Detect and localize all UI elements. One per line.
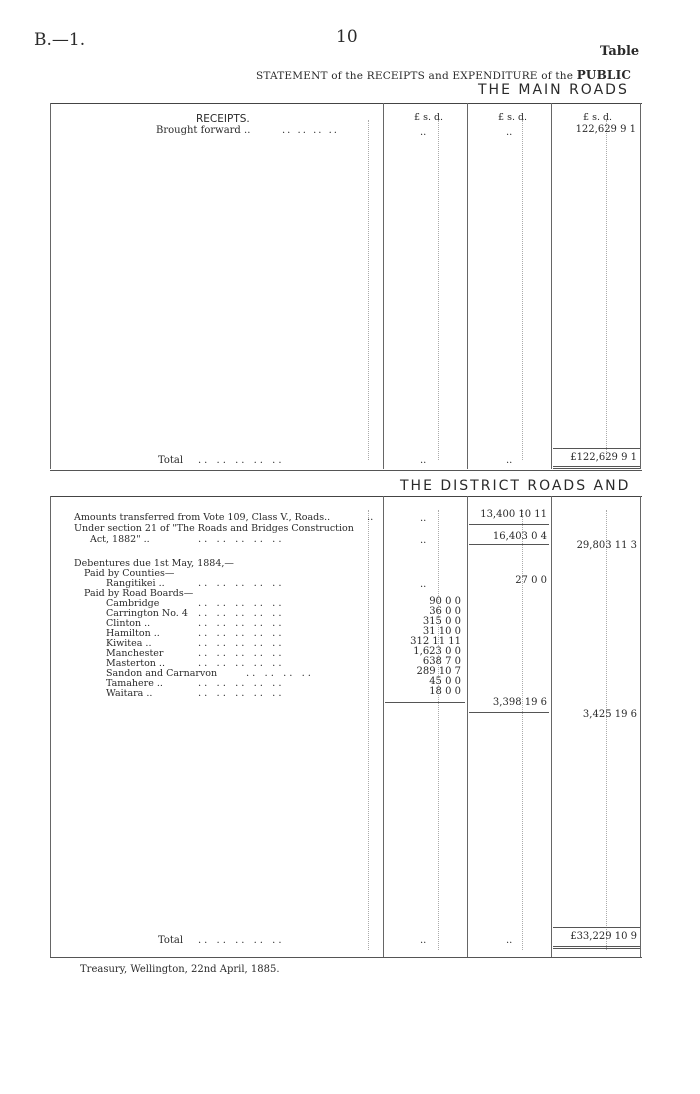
column-divider xyxy=(467,496,468,958)
counties-heading: Paid by Counties— xyxy=(84,568,175,579)
board-amount: 638 7 0 xyxy=(422,656,461,667)
leader-dots: .. .. .. .. .. xyxy=(198,608,285,619)
leader-dots: .. .. .. .. .. xyxy=(198,618,285,629)
county-rangitikei: Rangitikei .. xyxy=(106,578,165,589)
sum-rule xyxy=(469,712,549,713)
board-name: Hamilton .. xyxy=(106,628,160,639)
leader-dots: .. .. .. .. .. xyxy=(198,628,285,639)
brought-forward-total: 122,629 9 1 xyxy=(575,124,636,135)
footer-signature-line: Treasury, Wellington, 22nd April, 1885. xyxy=(80,964,280,975)
leader-dots: .. .. .. .. .. xyxy=(198,688,285,699)
row2-amount: 16,403 0 4 xyxy=(492,531,547,542)
receipts-subtotal: 29,803 11 3 xyxy=(576,540,637,551)
debentures-total: 3,425 19 6 xyxy=(582,709,637,720)
district-roads-title: THE DISTRICT ROADS AND xyxy=(400,478,631,494)
board-name: Sandon and Carnarvon xyxy=(106,668,218,679)
brought-forward-label: Brought forward .. xyxy=(156,125,251,136)
statement-title-prefix: STATEMENT of the RECEIPTS and EXPENDITURE of the xyxy=(256,70,574,82)
board-name: Manchester xyxy=(106,648,164,659)
board-amount: 315 0 0 xyxy=(422,616,461,627)
board-name: Clinton .. xyxy=(106,618,151,629)
board-amount: 312 11 11 xyxy=(410,636,461,647)
total-label: Total xyxy=(158,935,184,946)
total-col1-dots: .. xyxy=(420,935,427,946)
leader-dots: .. .. .. .. .. xyxy=(198,658,285,669)
col-header-1: £ s. d. xyxy=(414,112,444,123)
document-reference: B.—1. xyxy=(34,30,86,50)
main-roads-total: £122,629 9 1 xyxy=(570,452,637,463)
debentures-heading: Debentures due 1st May, 1884,— xyxy=(74,558,234,569)
dotted-guide xyxy=(522,120,523,460)
leader-dots: .. .. .. .. .. xyxy=(198,648,285,659)
double-rule xyxy=(553,466,640,467)
row1-amount: 13,400 10 11 xyxy=(480,509,547,520)
double-rule xyxy=(553,468,640,469)
row-label-section-21-cont: Act, 1882" .. xyxy=(90,534,150,545)
dotted-guide xyxy=(606,120,607,460)
boards-subtotal: 3,398 19 6 xyxy=(492,697,547,708)
col-header-2: £ s. d. xyxy=(498,112,528,123)
district-roads-total: £33,229 10 9 xyxy=(570,931,637,942)
column-divider xyxy=(551,103,552,469)
sum-rule xyxy=(553,448,640,449)
rangitikei-col1-dots: .. xyxy=(420,579,427,590)
double-rule xyxy=(553,946,640,947)
board-amount: 18 0 0 xyxy=(429,686,461,697)
leader-dots: .. .. .. .. .. xyxy=(198,455,285,466)
col-header-3: £ s. d. xyxy=(583,112,613,123)
dotted-guide xyxy=(606,510,607,950)
rangitikei-amount: 27 0 0 xyxy=(515,575,547,586)
page-number: 10 xyxy=(336,27,358,47)
column-divider xyxy=(551,496,552,958)
table-right-border xyxy=(640,103,641,469)
row-label-section-21: Under section 21 of "The Roads and Bridges Construction xyxy=(74,523,354,534)
table-bottom-rule xyxy=(50,957,642,958)
leader-dots: .. .. .. .. .. xyxy=(198,638,285,649)
sum-rule xyxy=(469,524,549,525)
total-label: Total xyxy=(158,455,184,466)
table-label: Table xyxy=(600,44,640,59)
row2-col1-dots: .. xyxy=(420,535,427,546)
table-top-rule xyxy=(50,496,642,497)
sum-rule xyxy=(385,702,465,703)
board-amount: 36 0 0 xyxy=(429,606,461,617)
sum-rule xyxy=(553,927,640,928)
board-name: Waitara .. xyxy=(106,688,153,699)
receipts-heading: RECEIPTS. xyxy=(196,113,250,125)
board-amount: 90 0 0 xyxy=(429,596,461,607)
leader-dots: .. xyxy=(367,512,374,523)
table-top-rule xyxy=(50,103,642,104)
dotted-guide xyxy=(438,120,439,460)
statement-title-bold: PUBLIC xyxy=(576,68,632,82)
board-amount: 1,623 0 0 xyxy=(413,646,461,657)
sum-rule xyxy=(469,544,549,545)
board-name: Tamahere .. xyxy=(106,678,163,689)
leader-dots: .. .. .. .. xyxy=(282,125,339,136)
table-bottom-rule xyxy=(50,470,642,471)
table-left-border xyxy=(50,103,51,469)
col2-dots: .. xyxy=(506,127,513,138)
dotted-guide xyxy=(438,510,439,950)
board-name: Cambridge xyxy=(106,598,160,609)
column-divider xyxy=(467,103,468,469)
row1-col1-dots: .. xyxy=(420,513,427,524)
column-divider xyxy=(383,496,384,958)
column-divider xyxy=(383,103,384,469)
board-name: Kiwitea .. xyxy=(106,638,152,649)
leader-dots: .. .. .. .. .. xyxy=(198,578,285,589)
row-label-vote-transfer: Amounts transferred from Vote 109, Class V., Roads.. xyxy=(74,512,331,523)
leader-dots: .. .. .. .. .. xyxy=(198,935,285,946)
leader-dots: .. .. .. .. xyxy=(246,668,314,679)
leader-dots: .. .. .. .. .. xyxy=(198,534,285,545)
total-col1-dots: .. xyxy=(420,455,427,466)
dotted-guide xyxy=(368,510,369,950)
table-right-border xyxy=(640,496,641,958)
table-left-border xyxy=(50,496,51,958)
total-col2-dots: .. xyxy=(506,935,513,946)
leader-dots: .. .. .. .. .. xyxy=(198,598,285,609)
dotted-guide xyxy=(368,120,369,460)
board-name: Masterton .. xyxy=(106,658,165,669)
col1-dots: .. xyxy=(420,127,427,138)
board-amount: 45 0 0 xyxy=(429,676,461,687)
road-boards-heading: Paid by Road Boards— xyxy=(84,588,194,599)
board-name: Carrington No. 4 xyxy=(106,608,188,619)
main-roads-title: THE MAIN ROADS xyxy=(478,82,629,98)
leader-dots: .. .. .. .. .. xyxy=(198,678,285,689)
board-amount: 289 10 7 xyxy=(416,666,461,677)
total-col2-dots: .. xyxy=(506,455,513,466)
double-rule xyxy=(553,948,640,949)
statement-title xyxy=(256,68,631,82)
board-amount: 31 10 0 xyxy=(422,626,461,637)
